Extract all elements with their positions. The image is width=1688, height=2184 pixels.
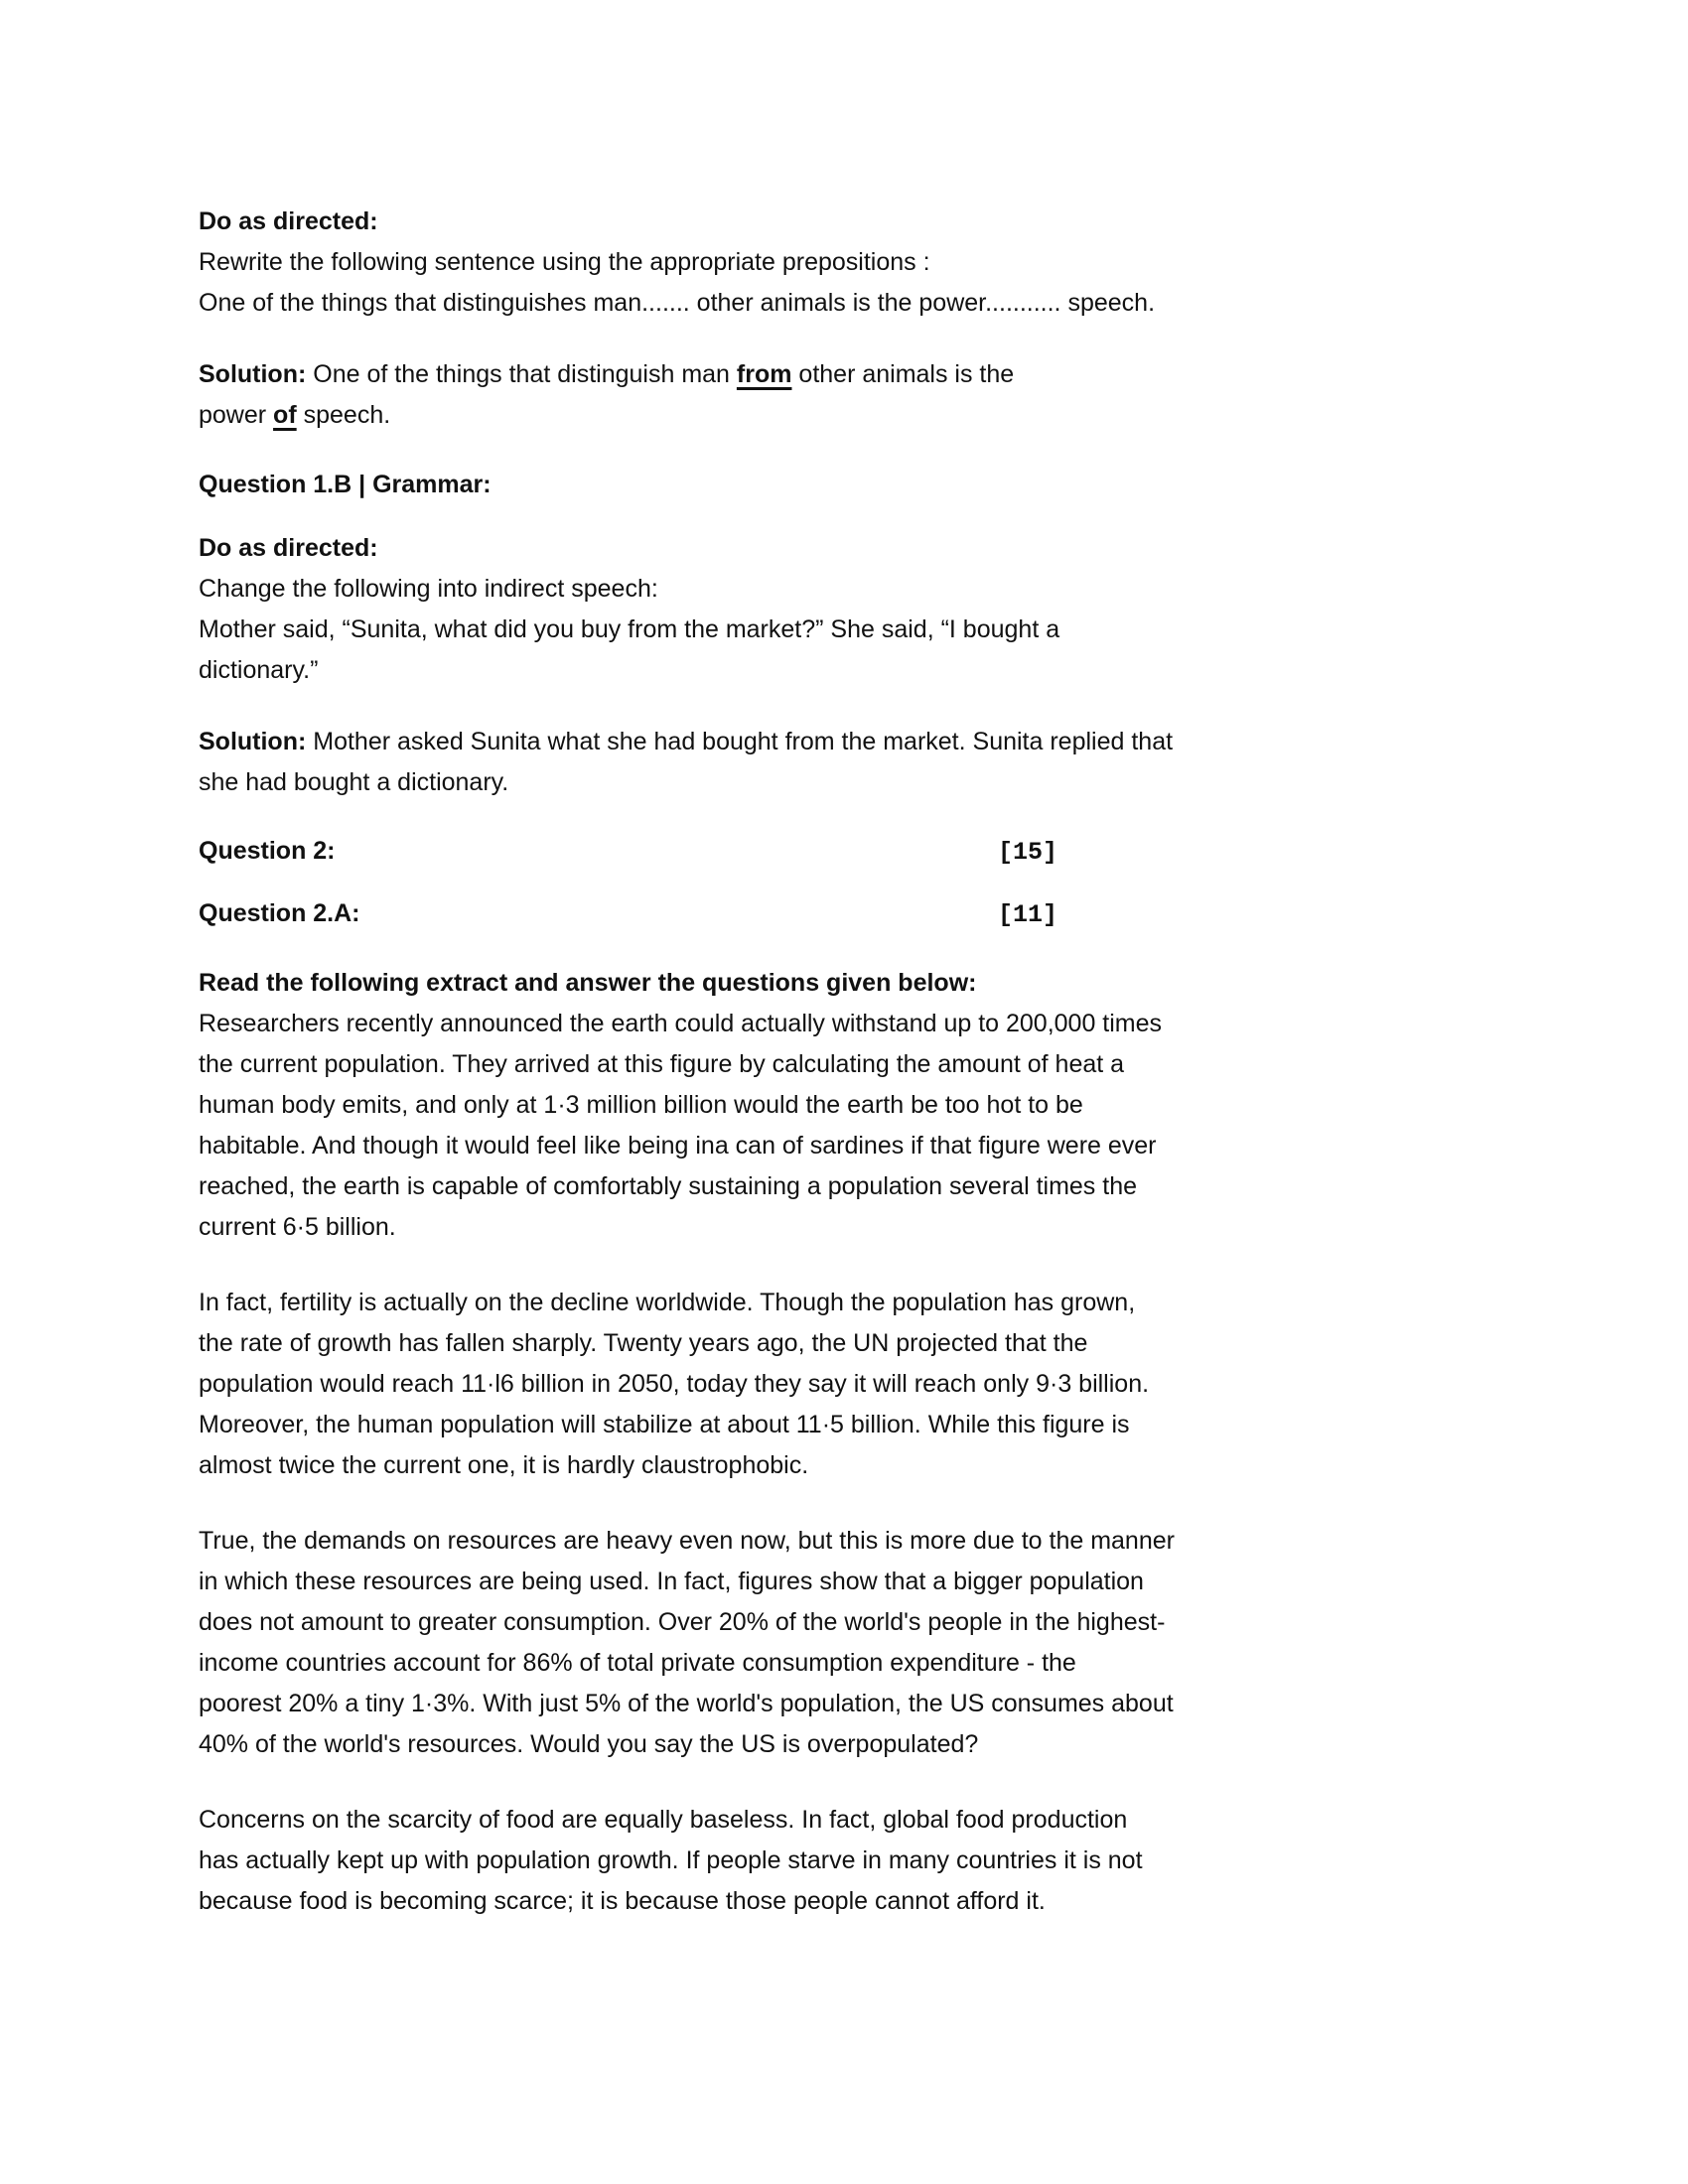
grammar-a-sentence: One of the things that distinguishes man....... other animals is the power........... speech. bbox=[199, 289, 1156, 317]
solution-line bbox=[199, 722, 1499, 762]
text-line: population would reach 11·l6 billion in 2050, today they say it will reach only 9·3 billion. bbox=[199, 1370, 1150, 1398]
extract-paragraph-4 bbox=[199, 1800, 1499, 1922]
text-line: habitable. And though it would feel like being ina can of sardines if that figure were ever bbox=[199, 1132, 1157, 1160]
text-line: human body emits, and only at 1·3 million billion would the earth be too hot to be bbox=[199, 1091, 1083, 1119]
text-line: because food is becoming scarce; it is because those people cannot afford it. bbox=[199, 1887, 1046, 1915]
text-line: Moreover, the human population will stabilize at about 11·5 billion. While this figure is bbox=[199, 1411, 1130, 1438]
text-line: does not amount to greater consumption. Over 20% of the world's people in the highest- bbox=[199, 1608, 1166, 1636]
text-line: True, the demands on resources are heavy even now, but this is more due to the manner bbox=[199, 1527, 1175, 1555]
text-line: the rate of growth has fallen sharply. Twenty years ago, the UN projected that the bbox=[199, 1329, 1088, 1357]
question-1b-instruction: Change the following into indirect speech: bbox=[199, 575, 658, 603]
extract-paragraph-2 bbox=[199, 1283, 1499, 1486]
question-2a-row bbox=[199, 893, 1499, 934]
solution-label: Solution: bbox=[199, 728, 307, 755]
text-line: Mother said, “Sunita, what did you buy from the market?” She said, “I bought a bbox=[199, 615, 1060, 643]
solution-line bbox=[199, 354, 1499, 395]
do-as-directed-heading: Do as directed: bbox=[199, 207, 378, 235]
question-1b-block bbox=[199, 528, 1499, 691]
solution-line bbox=[199, 395, 1499, 436]
question-2-row bbox=[199, 831, 1499, 872]
do-as-directed-heading-2: Do as directed: bbox=[199, 534, 378, 562]
question-2a-marks: [11] bbox=[998, 900, 1058, 929]
solution-text: Mother asked Sunita what she had bought from the market. Sunita replied that bbox=[306, 728, 1174, 755]
extract-block bbox=[199, 963, 1499, 1248]
solution-text: other animals is the bbox=[791, 360, 1015, 388]
text-line: poorest 20% a tiny 1·3%. With just 5% of the world's population, the US consumes about bbox=[199, 1690, 1174, 1717]
grammar-a-instruction: Rewrite the following sentence using the appropriate prepositions : bbox=[199, 248, 930, 276]
text-line: reached, the earth is capable of comfortably sustaining a population several times the bbox=[199, 1172, 1137, 1200]
document-content bbox=[199, 202, 1499, 1922]
solution-label: Solution: bbox=[199, 360, 307, 388]
extract-paragraph-3 bbox=[199, 1521, 1499, 1765]
text-line: in which these resources are being used. In fact, figures show that a bigger population bbox=[199, 1568, 1144, 1595]
text-line: current 6·5 billion. bbox=[199, 1213, 396, 1241]
underlined-word-of: of bbox=[273, 401, 297, 429]
question-1b-solution bbox=[199, 722, 1499, 803]
extract-heading: Read the following extract and answer the questions given below: bbox=[199, 969, 977, 997]
text-line: the current population. They arrived at this figure by calculating the amount of heat a bbox=[199, 1050, 1125, 1078]
solution-line: she had bought a dictionary. bbox=[199, 768, 509, 796]
text-line: has actually kept up with population growth. If people starve in many countries it is not bbox=[199, 1846, 1143, 1874]
question-2a-heading: Question 2.A: bbox=[199, 899, 360, 927]
text-line: 40% of the world's resources. Would you say the US is overpopulated? bbox=[199, 1730, 979, 1758]
grammar-a-solution bbox=[199, 354, 1499, 436]
text-line: Concerns on the scarcity of food are equally baseless. In fact, global food production bbox=[199, 1806, 1128, 1834]
question-2-heading: Question 2: bbox=[199, 837, 336, 865]
extract-paragraph-1 bbox=[199, 1004, 1499, 1248]
text-line: income countries account for 86% of total private consumption expenditure - the bbox=[199, 1649, 1076, 1677]
solution-text: speech. bbox=[296, 401, 391, 429]
underlined-word-from: from bbox=[736, 360, 792, 388]
grammar-a-block bbox=[199, 202, 1499, 324]
question-1b-heading: Question 1.B | Grammar: bbox=[199, 471, 492, 498]
text-line: Researchers recently announced the earth could actually withstand up to 200,000 times bbox=[199, 1010, 1163, 1037]
text-line: In fact, fertility is actually on the decline worldwide. Though the population has grown, bbox=[199, 1289, 1136, 1316]
text-line: dictionary.” bbox=[199, 656, 319, 684]
solution-text: power bbox=[199, 401, 274, 429]
question-2-marks: [15] bbox=[998, 838, 1058, 867]
solution-text: One of the things that distinguish man bbox=[306, 360, 737, 388]
question-1b-sentence bbox=[199, 610, 1499, 691]
text-line: almost twice the current one, it is hardly claustrophobic. bbox=[199, 1451, 809, 1479]
